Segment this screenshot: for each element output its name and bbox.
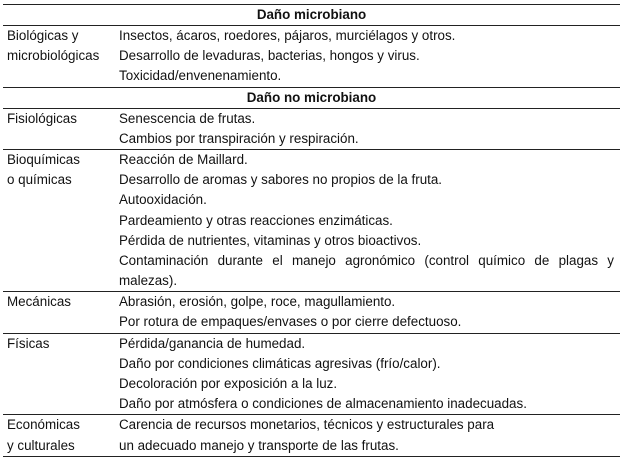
table-row-economic (3, 414, 620, 455)
description-cell (119, 415, 620, 455)
table-row-biochemical (3, 149, 620, 291)
list-item: Autooxidación. (119, 192, 207, 208)
category-line: Fisiológicas (7, 110, 77, 126)
list-item: Pérdida/ganancia de humedad. (119, 335, 306, 351)
section-header-non-microbial: Daño no microbiano (3, 87, 620, 109)
category-line: Físicas (7, 335, 50, 351)
list-item: Insectos, ácaros, roedores, pájaros, murciélagos y otros. (119, 28, 456, 43)
table-row-physical (3, 333, 620, 415)
list-item: Carencia de recursos monetarios, técnicos y estructurales para (119, 417, 495, 433)
description-cell (119, 26, 620, 87)
section-header-microbial: Daño microbiano (3, 4, 620, 26)
category-cell (3, 415, 119, 455)
list-item: Daño por condiciones climáticas agresivas (frío/calor). (119, 355, 441, 371)
list-item: un adecuado manejo y transporte de las frutas. (119, 437, 399, 453)
table-row-physiological (3, 109, 620, 149)
list-item: Pérdida de nutrientes, vitaminas y otros bioactivos. (119, 232, 422, 248)
list-item: Por rotura de empaques/envases o por cierre defectuoso. (119, 314, 462, 330)
category-cell (3, 292, 119, 332)
table-row-mechanical (3, 291, 620, 332)
list-item: Pardeamiento y otras reacciones enzimáticas. (119, 212, 393, 228)
list-item: Decoloración por exposición a la luz. (119, 376, 338, 392)
list-item: Cambios por transpiración y respiración. (119, 130, 359, 146)
list-item: Toxicidad/envenenamiento. (119, 68, 282, 84)
description-cell (119, 109, 620, 149)
description-cell (119, 334, 620, 415)
list-item: Abrasión, erosión, golpe, roce, magullamiento. (119, 294, 396, 310)
description-cell (119, 150, 620, 291)
category-line: Económicas (7, 417, 80, 433)
category-cell (3, 334, 119, 415)
category-cell (3, 109, 119, 149)
list-item: Desarrollo de levaduras, bacterias, hongos y virus. (119, 48, 420, 64)
table-row-biological (3, 26, 620, 87)
list-item: Desarrollo de aromas y sabores no propios de la fruta. (119, 172, 443, 188)
category-line: microbiológicas (7, 48, 100, 64)
category-cell (3, 26, 119, 87)
category-line: y culturales (7, 437, 75, 453)
description-cell (119, 292, 620, 332)
list-item: Contaminación durante el manejo agronómico (control químico de plagas y malezas). (119, 252, 614, 289)
category-cell (3, 150, 119, 291)
category-line: Biológicas y (7, 28, 79, 43)
category-line: Mecánicas (7, 294, 72, 310)
category-line: o químicas (7, 172, 72, 188)
category-line: Bioquímicas (7, 151, 80, 167)
list-item: Daño por atmósfera o condiciones de almacenamiento inadecuadas. (119, 396, 527, 412)
list-item: Senescencia de frutas. (119, 110, 256, 126)
list-item: Reacción de Maillard. (119, 151, 248, 167)
damage-classification-table (3, 4, 620, 457)
